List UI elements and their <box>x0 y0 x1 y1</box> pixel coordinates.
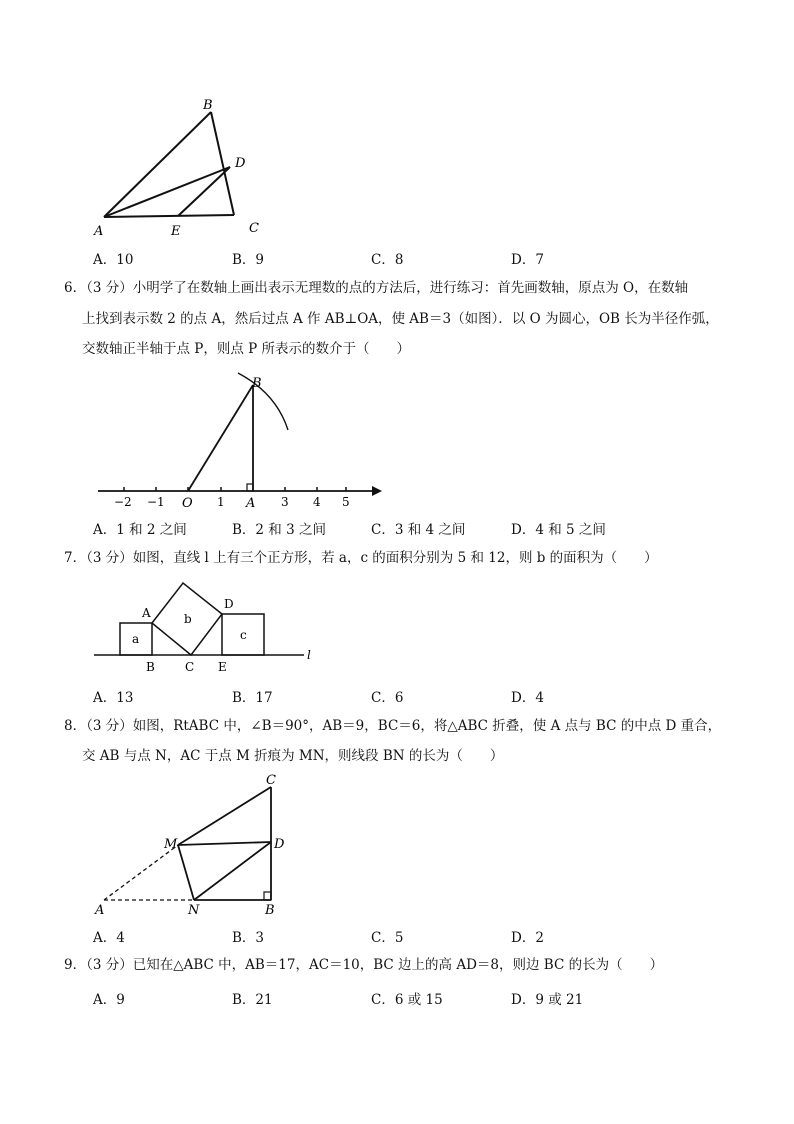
q6-option-b: B．2 和 3 之间 <box>232 522 326 538</box>
q6-tick-3: 3 <box>281 495 289 509</box>
q7-label-e-point: E <box>218 660 227 674</box>
q8-stem-line-1: 8．（3 分）如图，RtABC 中，∠B＝90°，AB＝9，BC＝6，将△ABC 折叠，使 A 点与 BC 的中点 D 重合， <box>64 718 722 734</box>
q6-stem-line-2: 上找到表示数 2 的点 A，然后过点 A 作 AB⊥OA，使 AB＝3（如图）．以 O 为圆心，OB 长为半径作弧， <box>82 311 719 327</box>
q6-label-a: A <box>246 496 256 511</box>
q5-option-d: D．7 <box>511 252 544 268</box>
q6-figure <box>90 365 390 515</box>
q5-figure <box>90 95 280 245</box>
q5-label-e: E <box>171 224 181 239</box>
q6-stem-line-3: 交数轴正半轴于点 P，则点 P 所表示的数介于（ ） <box>82 341 411 357</box>
q8-label-c: C <box>266 773 276 788</box>
q5-option-a: A．10 <box>93 252 134 268</box>
q9-option-b: B．21 <box>232 992 273 1008</box>
q6-axis-arrow <box>372 486 382 496</box>
q8-figure <box>90 768 310 918</box>
q7-figure <box>90 575 320 675</box>
q8-label-m: M <box>164 837 178 852</box>
q9-stem-line-1: 9．（3 分）已知在△ABC 中，AB＝17，AC＝10，BC 边上的高 AD＝8，则边 BC 的长为（ ） <box>64 957 664 973</box>
q7-option-b: B．17 <box>232 690 273 706</box>
q6-option-a: A．1 和 2 之间 <box>93 522 187 538</box>
q5-option-c: C．8 <box>371 252 404 268</box>
q6-label-b: B <box>252 376 262 391</box>
q5-label-b: B <box>203 98 213 113</box>
q7-square-a-label: a <box>132 632 140 646</box>
q8-label-a: A <box>95 903 105 918</box>
q7-option-c: C．6 <box>371 690 404 706</box>
q8-label-d: D <box>274 837 285 852</box>
q8-option-d: D．2 <box>511 930 544 946</box>
q7-label-b-point: B <box>146 660 155 674</box>
q8-option-a: A．4 <box>93 930 125 946</box>
q8-option-b: B．3 <box>232 930 265 946</box>
q8-stem-line-2: 交 AB 与点 N，AC 于点 M 折痕为 MN，则线段 BN 的长为（ ） <box>82 748 504 764</box>
q5-label-c: C <box>249 221 259 236</box>
q8-label-b: B <box>265 903 275 918</box>
q5-option-b: B．9 <box>232 252 265 268</box>
q6-tick-neg2: −2 <box>114 495 132 509</box>
q9-option-c: C．6 或 15 <box>371 992 443 1008</box>
q9-option-a: A．9 <box>93 992 125 1008</box>
q7-label-a-point: A <box>142 606 151 620</box>
q6-option-c: C．3 和 4 之间 <box>371 522 466 538</box>
q5-label-a: A <box>94 224 104 239</box>
q6-tick-1: 1 <box>217 495 225 509</box>
q6-tick-neg1: −1 <box>147 495 165 509</box>
q5-label-d: D <box>235 156 246 171</box>
q6-tick-5: 5 <box>342 495 350 509</box>
q7-label-c-point: C <box>185 660 195 674</box>
q7-label-d-point: D <box>224 597 234 611</box>
q7-square-c-label: c <box>240 628 247 642</box>
q8-option-c: C．5 <box>371 930 404 946</box>
q6-tick-4: 4 <box>313 495 321 509</box>
q7-square-b-label: b <box>184 612 192 626</box>
q7-option-d: D．4 <box>511 690 544 706</box>
q8-label-n: N <box>188 903 200 918</box>
q6-option-d: D．4 和 5 之间 <box>511 522 606 538</box>
q9-option-d: D．9 或 21 <box>511 992 584 1008</box>
q7-label-l: l <box>307 648 311 662</box>
q7-stem-line-1: 7．（3 分）如图，直线 l 上有三个正方形，若 a，c 的面积分别为 5 和 12，则 b 的面积为（ ） <box>64 550 658 566</box>
q7-option-a: A．13 <box>93 690 134 706</box>
q6-stem-line-1: 6．（3 分）小明学了在数轴上画出表示无理数的点的方法后，进行练习：首先画数轴，原点为 O，在数轴 <box>64 280 689 296</box>
q6-label-o: O <box>182 496 193 511</box>
